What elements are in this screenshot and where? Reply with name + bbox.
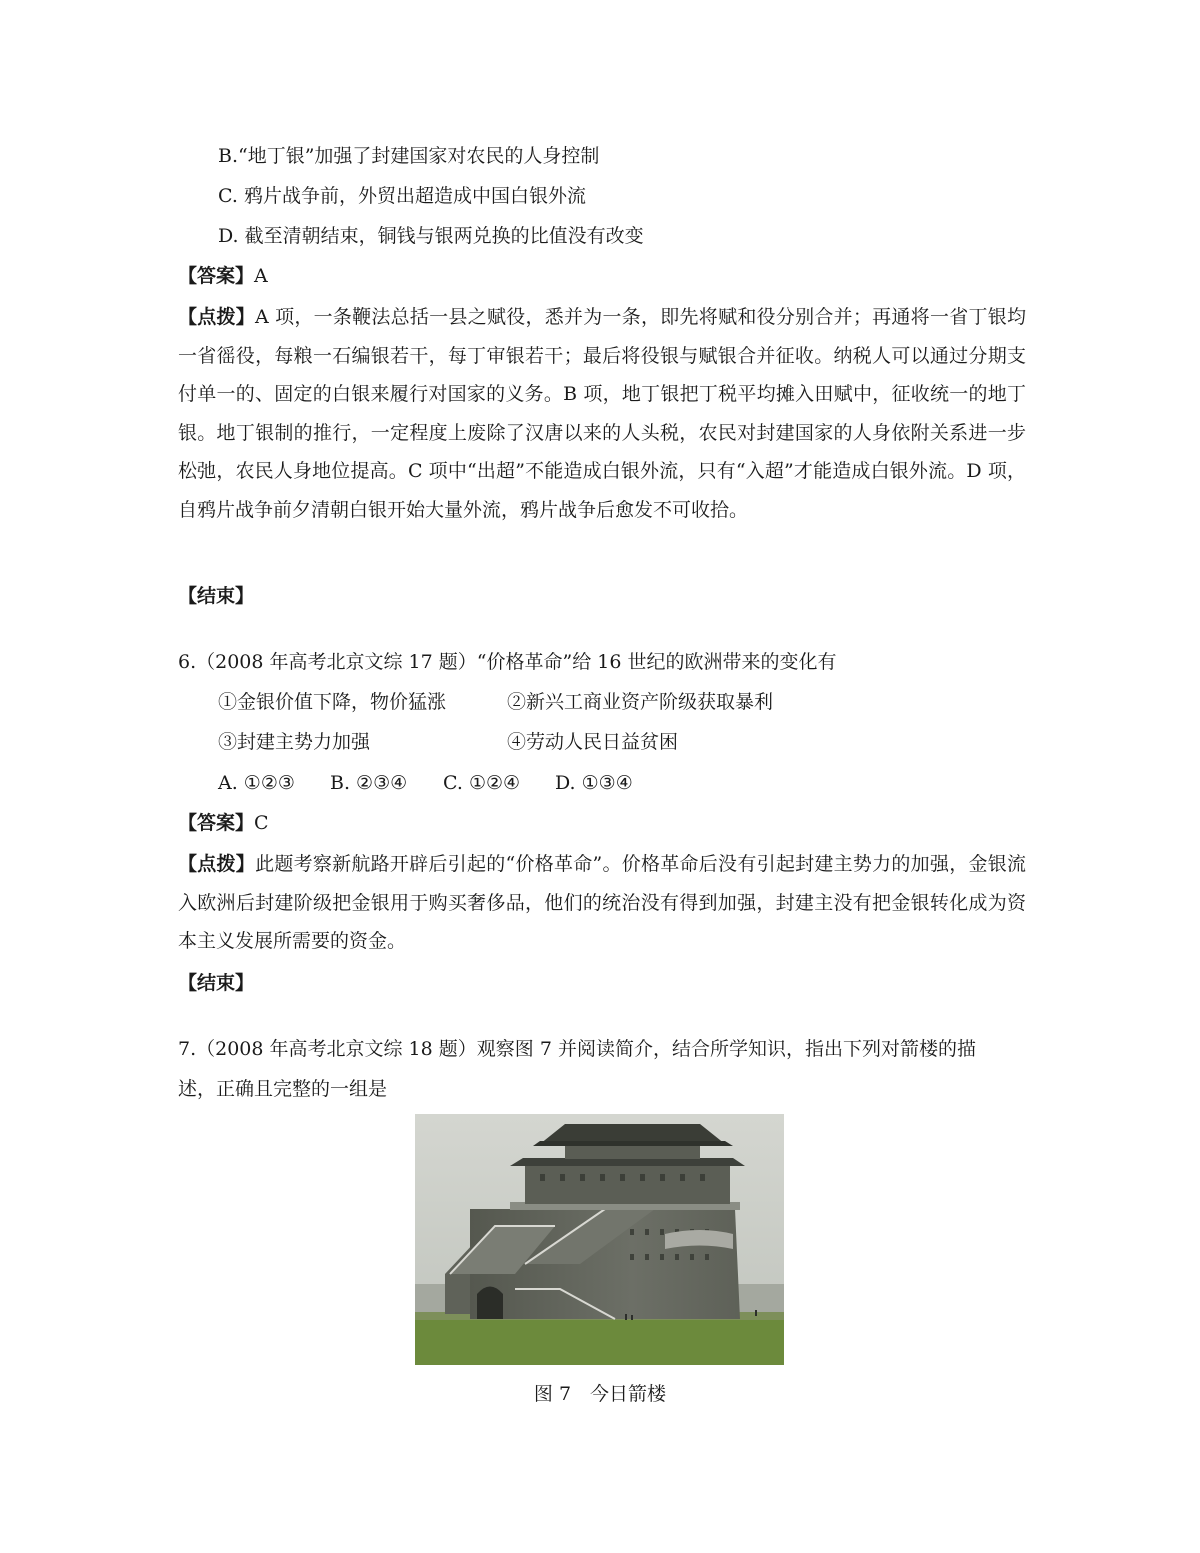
q5-option-b: B.“地丁银”加强了封建国家对农民的人身控制 xyxy=(218,145,600,167)
q5-end-tag: 【结束】 xyxy=(178,585,255,607)
q5-analysis-tag: 【点拨】 xyxy=(178,306,256,328)
q6-option-c: C. ①②④ xyxy=(443,772,521,794)
q6-item-3: ③封建主势力加强 xyxy=(218,731,371,753)
q5-option-d: D. 截至清朝结束，铜钱与银两兑换的比值没有改变 xyxy=(218,225,644,247)
q6-option-a: A. ①②③ xyxy=(218,772,295,794)
q5-answer-value: A xyxy=(254,265,268,287)
q6-end-tag: 【结束】 xyxy=(178,972,255,994)
figure-caption: 图 7 今日箭楼 xyxy=(533,1383,667,1405)
arrow-tower-photo xyxy=(415,1114,784,1365)
q6-option-b: B. ②③④ xyxy=(330,772,408,794)
q6-option-d: D. ①③④ xyxy=(555,772,633,794)
q6-answer-tag: 【答案】 xyxy=(178,812,255,834)
q5-option-c: C. 鸦片战争前，外贸出超造成中国白银外流 xyxy=(218,185,586,207)
q6-analysis xyxy=(178,845,1026,961)
q6-stem: 6.（2008 年高考北京文综 17 题）“价格革命”给 16 世纪的欧洲带来的变化有 xyxy=(178,651,837,673)
q5-answer-tag: 【答案】 xyxy=(178,265,255,287)
arrow-tower-illustration xyxy=(415,1114,784,1365)
q6-item-2: ②新兴工商业资产阶级获取暴利 xyxy=(507,691,774,713)
q6-answer-value: C xyxy=(254,812,269,834)
q6-item-1: ①金银价值下降，物价猛涨 xyxy=(218,691,447,713)
q6-answer xyxy=(178,811,269,835)
q7-stem-line-2: 述，正确且完整的一组是 xyxy=(178,1078,388,1100)
q7-stem-line-1: 7.（2008 年高考北京文综 18 题）观察图 7 并阅读简介，结合所学知识，指出下列对箭楼的描 xyxy=(178,1038,976,1060)
q5-analysis-text: A 项，一条鞭法总括一县之赋役，悉并为一条，即先将赋和役分别合并；再通将一省丁银均一省徭役，每粮一石编银若干，每丁审银若干；最后将役银与赋银合并征收。纳税人可以通过分期支付单一的、固定的白银来履行对国家的义务。B 项，地丁银把丁税平均摊入田赋中，征收统一的地丁银。地丁银制的推行，一定程度上废除了汉唐以来的人头税，农民对封建国家的人身依附关系进一步松弛，农民人身地位提高。C 项中“出超”不能造成白银外流，只有“入超”才能造成白银外流。D 项，自鸦片战争前夕清朝白银开始大量外流，鸦片战争后愈发不可收拾。 xyxy=(178,306,1026,521)
q5-answer xyxy=(178,264,268,288)
q5-analysis xyxy=(178,298,1026,529)
q6-analysis-text: 此题考察新航路开辟后引起的“价格革命”。价格革命后没有引起封建主势力的加强，金银流入欧洲后封建阶级把金银用于购买奢侈品，他们的统治没有得到加强，封建主没有把金银转化成为资本主义发展所需要的资金。 xyxy=(178,853,1026,952)
q6-analysis-tag: 【点拨】 xyxy=(178,853,256,875)
q6-item-4: ④劳动人民日益贫困 xyxy=(507,731,679,753)
